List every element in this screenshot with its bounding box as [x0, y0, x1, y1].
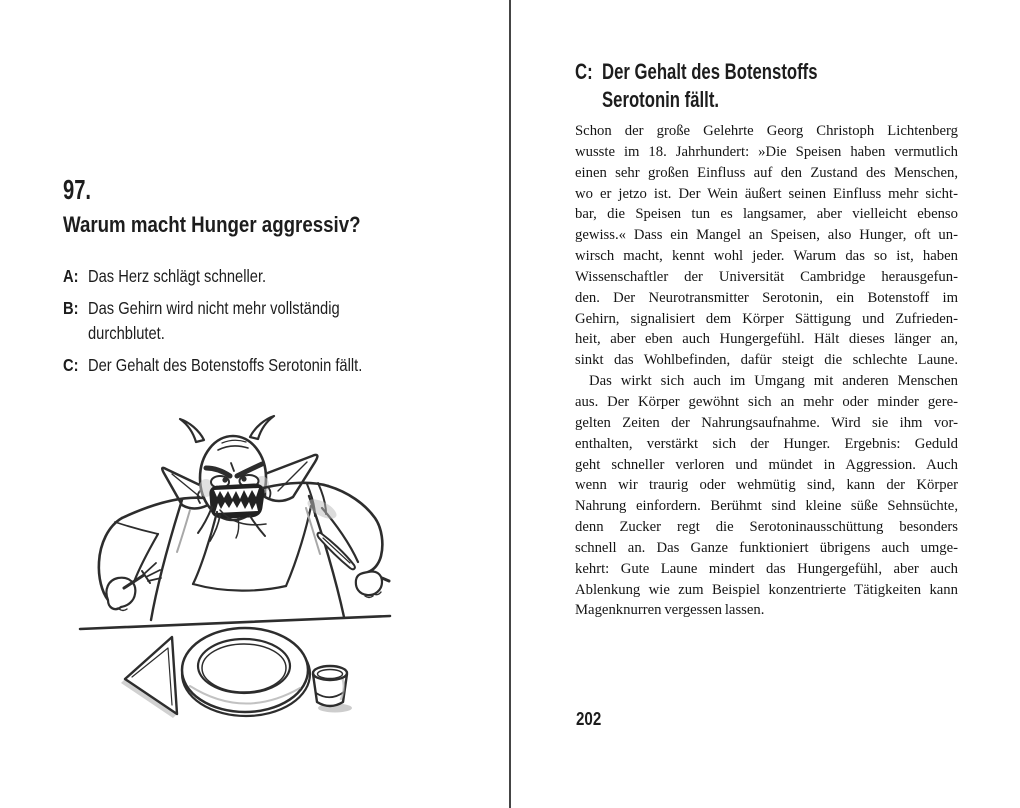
- answer-option: [63, 353, 415, 378]
- body-text-line: bar, die Speisen tun es langsamer, aber vielleicht ebenso: [575, 206, 958, 223]
- body-text-line: Das wirkt sich auch im Umgang mit anderen Menschen: [589, 373, 958, 390]
- answer-title: [602, 58, 886, 114]
- answer-option: [63, 264, 415, 289]
- option-text: Das Herz schlägt schneller.: [88, 266, 267, 286]
- answer-heading: [575, 58, 886, 114]
- napkin: [121, 637, 177, 718]
- body-text-line: einen sehr großen Einfluss auf den Zustand des Menschen,: [575, 164, 958, 181]
- body-text-line: Ablenkung wie zum Beispiel konzentrierte Tätigkeiten kann: [575, 581, 958, 598]
- body-text: [575, 121, 958, 621]
- body-text-line: enthalten, verstärkt sich der Hunger. Ergebnis: Geduld: [575, 435, 958, 452]
- body-text-line: heit, aber eben auch Hungergefühl. Hält dieses länger an,: [575, 331, 958, 348]
- devil-head: [198, 436, 271, 520]
- body-text-line: geht schneller verloren und mündet in Aggression. Auch: [575, 456, 958, 473]
- answer-option: [63, 296, 415, 346]
- cup: [313, 666, 352, 713]
- body-text-line: denn Zucker regt die Serotoninausschüttung besonders: [575, 519, 958, 536]
- right-page: [511, 0, 1020, 808]
- illustration-hungry-devil: [60, 412, 480, 746]
- answer-label: C:: [575, 59, 593, 84]
- body-text-line: den. Der Neurotransmitter Serotonin, ein Botenstoff im: [575, 289, 958, 306]
- question-title: Warum macht Hunger aggressiv?: [63, 212, 361, 237]
- body-text-line: Schon der große Gelehrte Georg Christoph Lichtenberg: [575, 123, 958, 139]
- option-text: Der Gehalt des Botenstoffs Serotonin fällt.: [88, 355, 363, 375]
- body-text-line: schnell an. Das Ganze funktioniert übrigens auch umge-: [575, 539, 958, 556]
- option-label: C:: [63, 355, 79, 375]
- body-text-line: aus. Der Körper gewöhnt sich an mehr oder minder gere-: [575, 393, 958, 410]
- table-edge: [80, 616, 390, 629]
- page-number: 202: [576, 709, 602, 729]
- body-text-line: Gehirn, signalisiert dem Körper Sättigung und Zufrieden-: [575, 310, 958, 327]
- body-text-line: sinkt das Wohlbefinden, dafür steigt die schlechte Laune.: [575, 352, 958, 369]
- body-text-line: gewiss.« Dass ein Mangel an Speisen, also Hunger, oft un-: [575, 227, 958, 244]
- plate: [182, 628, 310, 716]
- body-text-line: Magenknurren vergessen lassen.: [575, 602, 765, 619]
- option-label: A:: [63, 266, 79, 286]
- body-text-line: wo er jetzo ist. Der Wein äußert seinen Einfluss mehr sicht-: [575, 185, 958, 202]
- question-number: 97.: [63, 174, 92, 205]
- body-text-line: Nahrung einfordern. Berühmt sind kleine süße Sehnsüchte,: [575, 498, 958, 515]
- body-text-line: wirsch macht, kennt wohl jeder. Warum das so ist, haben: [575, 248, 958, 265]
- body-text-line: kehrt: Gute Laune mindert das Hungergefühl, aber auch: [575, 560, 958, 577]
- body-text-line: gelten Zeiten der Nahrungsaufnahme. Wird sie ihm vor-: [575, 414, 958, 431]
- answer-options: [63, 264, 415, 385]
- answer-title-line: Der Gehalt des Botenstoffs: [602, 59, 818, 84]
- option-label: B:: [63, 298, 79, 318]
- left-page: [0, 0, 509, 808]
- body-text-line: wenn wir traurig oder wehmütig sind, kann der Körper: [575, 477, 958, 494]
- body-text-line: wusste im 18. Jahrhundert: »Die Speisen haben vermutlich: [575, 143, 958, 160]
- body-text-line: Wissenschaftler der Universität Cambridge herausgefun-: [575, 268, 958, 285]
- answer-title-line: Serotonin fällt.: [602, 87, 720, 112]
- option-text: Das Gehirn wird nicht mehr vollständig durchblutet.: [88, 298, 340, 343]
